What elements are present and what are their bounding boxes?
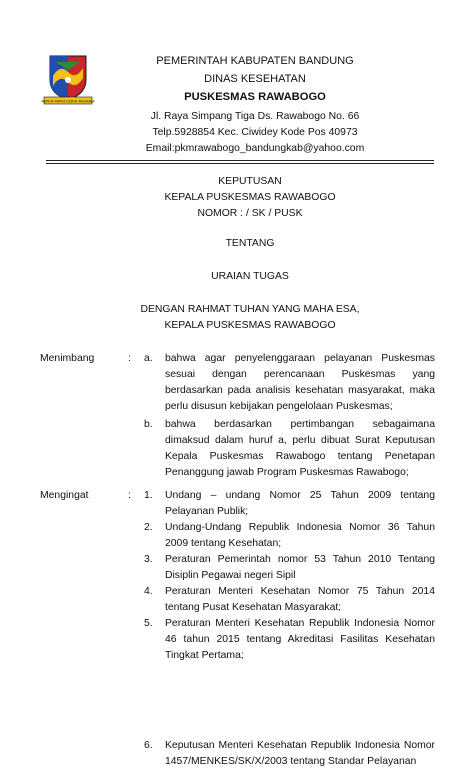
list-item-text: Keputusan Menteri Kesehatan Republik Indonesia Nomor 1457/MENKES/SK/X/2003 tentang Standar Pelayanan xyxy=(165,740,435,768)
list-marker: 6. xyxy=(144,740,153,751)
list-marker: 2. xyxy=(144,522,153,533)
list-item-text: Peraturan Menteri Kesehatan Nomor 75 Tahun 2014 tentang Pusat Kesehatan Masyarakat; xyxy=(165,586,435,614)
preamble-line-2: KEPALA PUSKESMAS RAWABOGO xyxy=(164,320,336,331)
menimbang-label: Menimbang xyxy=(40,353,95,364)
issuer: KEPALA PUSKESMAS RAWABOGO xyxy=(164,192,336,203)
puskesmas-name: PUSKESMAS RAWABOGO xyxy=(184,91,326,103)
mengingat-colon: : xyxy=(128,490,131,501)
list-marker: 1. xyxy=(144,490,153,501)
address-line-1: Jl. Raya Simpang Tiga Ds. Rawabogo No. 66 xyxy=(150,111,360,122)
list-marker: b. xyxy=(144,419,153,430)
list-marker: 4. xyxy=(144,586,153,597)
dept-title: DINAS KESEHATAN xyxy=(204,73,306,85)
list-item-text: Peraturan Menteri Kesehatan Republik Indonesia Nomor 46 tahun 2015 tentang Akreditasi Fasilitas Kesehatan Tingkat Pertama; xyxy=(165,618,435,662)
gov-title: PEMERINTAH KABUPATEN BANDUNG xyxy=(156,55,354,67)
mengingat-label: Mengingat xyxy=(40,490,89,501)
list-marker: a. xyxy=(144,353,153,364)
doc-type: KEPUTUSAN xyxy=(218,176,282,187)
header-divider-top xyxy=(46,160,434,161)
list-item-text: Undang – undang Nomor 25 Tahun 2009 tentang Pelayanan Publik; xyxy=(165,490,435,518)
list-item-text: Peraturan Pemerintah nomor 53 Tahun 2010 Tentang Disiplin Pegawai negeri Sipil xyxy=(165,554,435,582)
doc-number: NOMOR : / SK / PUSK xyxy=(197,208,303,219)
list-marker: 3. xyxy=(144,554,153,565)
list-item-text: bahwa berdasarkan pertimbangan sebagaimana dimaksud dalam huruf a, perlu dibuat Surat Keputusan Kepala Puskesmas Rawabogo tentang Penetapan Penanggung jawab Program Puskesmas Rawabogo; xyxy=(165,419,435,479)
doc-subject: URAIAN TUGAS xyxy=(211,271,289,282)
logo-motto: REPEH RAPIH KERTA RAHARJA xyxy=(41,99,95,104)
menimbang-colon: : xyxy=(128,353,131,364)
list-item-text: Undang-Undang Republik Indonesia Nomor 36 Tahun 2009 tentang Kesehatan; xyxy=(165,522,435,550)
about-label: TENTANG xyxy=(225,238,275,249)
address-line-2: Telp.5928854 Kec. Ciwidey Kode Pos 40973 xyxy=(152,127,358,138)
preamble-line-1: DENGAN RAHMAT TUHAN YANG MAHA ESA, xyxy=(140,304,360,315)
list-item-text: bahwa agar penyelenggaraan pelayanan Puskesmas sesuai dengan perencanaan Puskesmas yang berdasarkan pada analisis kesehatan masyarakat, maka perlu disusun kebijakan pengelolaan Puskesmas; xyxy=(165,353,435,413)
coat-of-arms-icon xyxy=(40,50,96,106)
list-marker: 5. xyxy=(144,618,153,629)
email-line: Email:pkmrawabogo_bandungkab@yahoo.com xyxy=(145,143,365,154)
header-divider-bottom xyxy=(46,163,434,164)
